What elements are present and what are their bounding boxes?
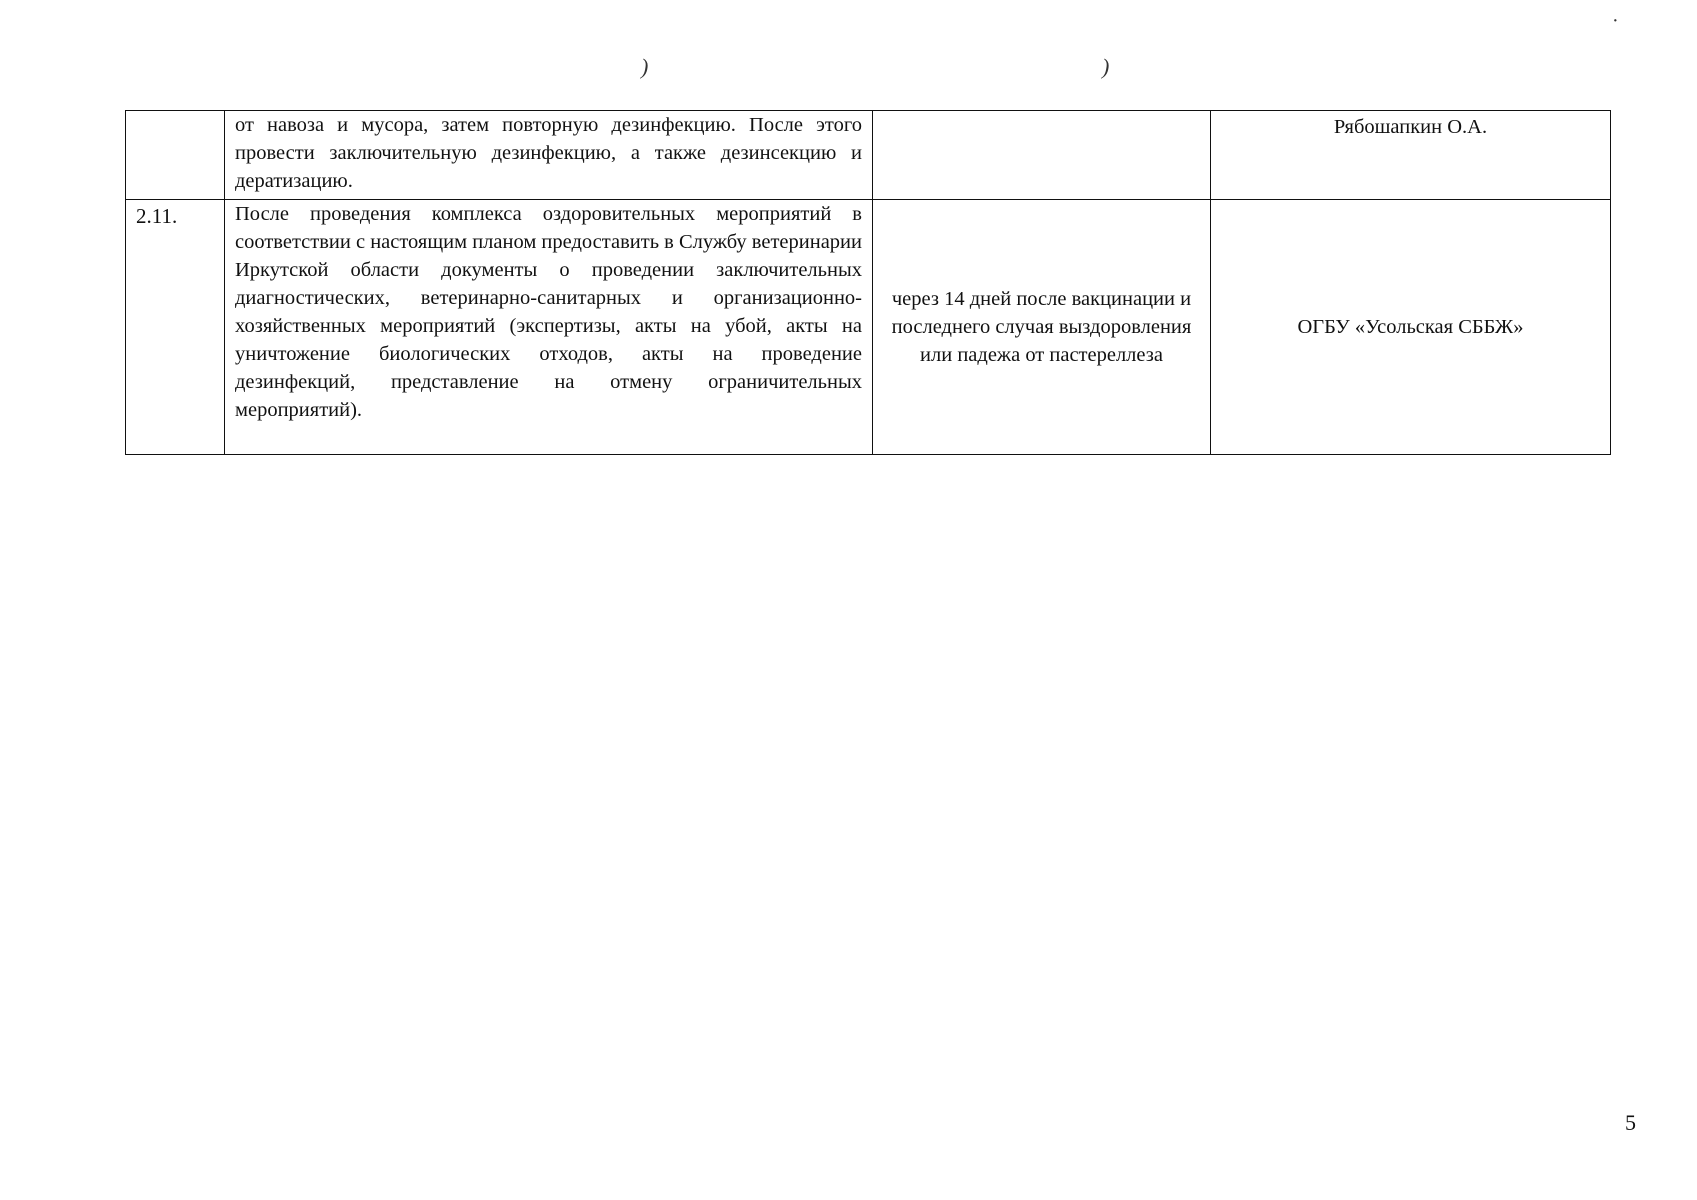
scan-mark-corner: ·	[1612, 10, 1619, 32]
table-row	[126, 111, 1611, 200]
row-number	[126, 111, 225, 200]
scan-mark-left: )	[641, 54, 649, 79]
row-number: 2.11.	[126, 200, 225, 455]
measure-text: от навоза и мусора, затем повторную дезинфекцию. После этого провести заключительную дезинфекцию, а также дезинсекцию и дератизацию.	[225, 111, 873, 200]
term-text	[873, 111, 1211, 200]
table-row	[126, 200, 1611, 455]
measure-text: После проведения комплекса оздоровительных мероприятий в соответствии с настоящим планом предоставить в Службу ветеринарии Иркутской области документы о проведении заключительных диагностических, ветеринарно-санитарных и организационно-хозяйственных мероприятий (экспертизы, акты на убой, акты на уничтожение биологических отходов, акты на проведение дезинфекций, представление на отмену ограничительных мероприятий).	[225, 200, 873, 455]
responsible-text: Рябошапкин О.А.	[1211, 111, 1611, 200]
page-number: 5	[1625, 1110, 1636, 1135]
measures-table	[125, 110, 1611, 455]
term-text: через 14 дней после вакцинации и последнего случая выздоровления или падежа от пастереллеза	[873, 200, 1211, 455]
scan-mark-right: )	[1102, 54, 1110, 79]
responsible-text: ОГБУ «Усольская СББЖ»	[1211, 200, 1611, 455]
